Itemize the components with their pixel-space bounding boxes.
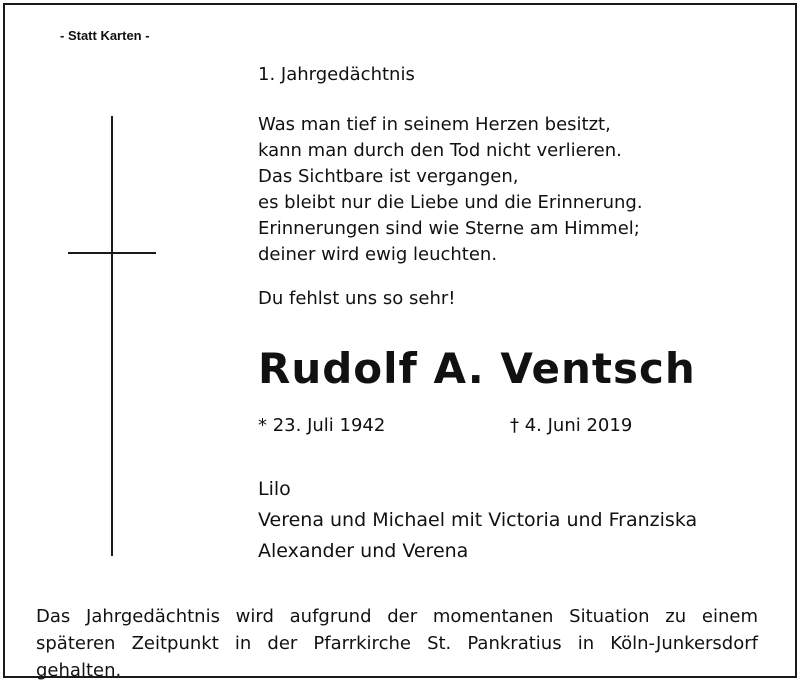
poem-line: deiner wird ewig leuchten. xyxy=(258,244,498,265)
statt-karten-label: - Statt Karten - xyxy=(60,28,150,43)
poem-line: es bleibt nur die Liebe und die Erinnerung. xyxy=(258,192,643,213)
poem-line: kann man durch den Tod nicht verlieren. xyxy=(258,140,622,161)
death-date: † 4. Juni 2019 xyxy=(510,415,633,436)
notice-text: Das Jahrgedächtnis wird aufgrund der momentanen Situation zu einem späteren Zeitpunkt in der Pfarrkirche St. Pankratius in Köln-Junkersdorf gehalten. xyxy=(36,606,758,681)
deceased-name: Rudolf A. Ventsch xyxy=(258,344,696,393)
poem-line: Was man tief in seinem Herzen besitzt, xyxy=(258,114,611,135)
family-list xyxy=(258,474,697,567)
cross-horizontal-bar xyxy=(68,252,156,254)
poem xyxy=(258,112,643,268)
poem-line: Erinnerungen sind wie Sterne am Himmel; xyxy=(258,218,640,239)
family-member: Alexander und Verena xyxy=(258,540,469,562)
poem-line: Das Sichtbare ist vergangen, xyxy=(258,166,519,187)
cross-vertical-bar xyxy=(111,116,113,556)
birth-date: * 23. Juli 1942 xyxy=(258,415,386,436)
anniversary-heading: 1. Jahrgedächtnis xyxy=(258,64,415,85)
family-member: Verena und Michael mit Victoria und Franziska xyxy=(258,509,698,531)
missing-line: Du fehlst uns so sehr! xyxy=(258,288,456,309)
family-member: Lilo xyxy=(258,478,291,500)
obituary-frame xyxy=(3,3,797,678)
